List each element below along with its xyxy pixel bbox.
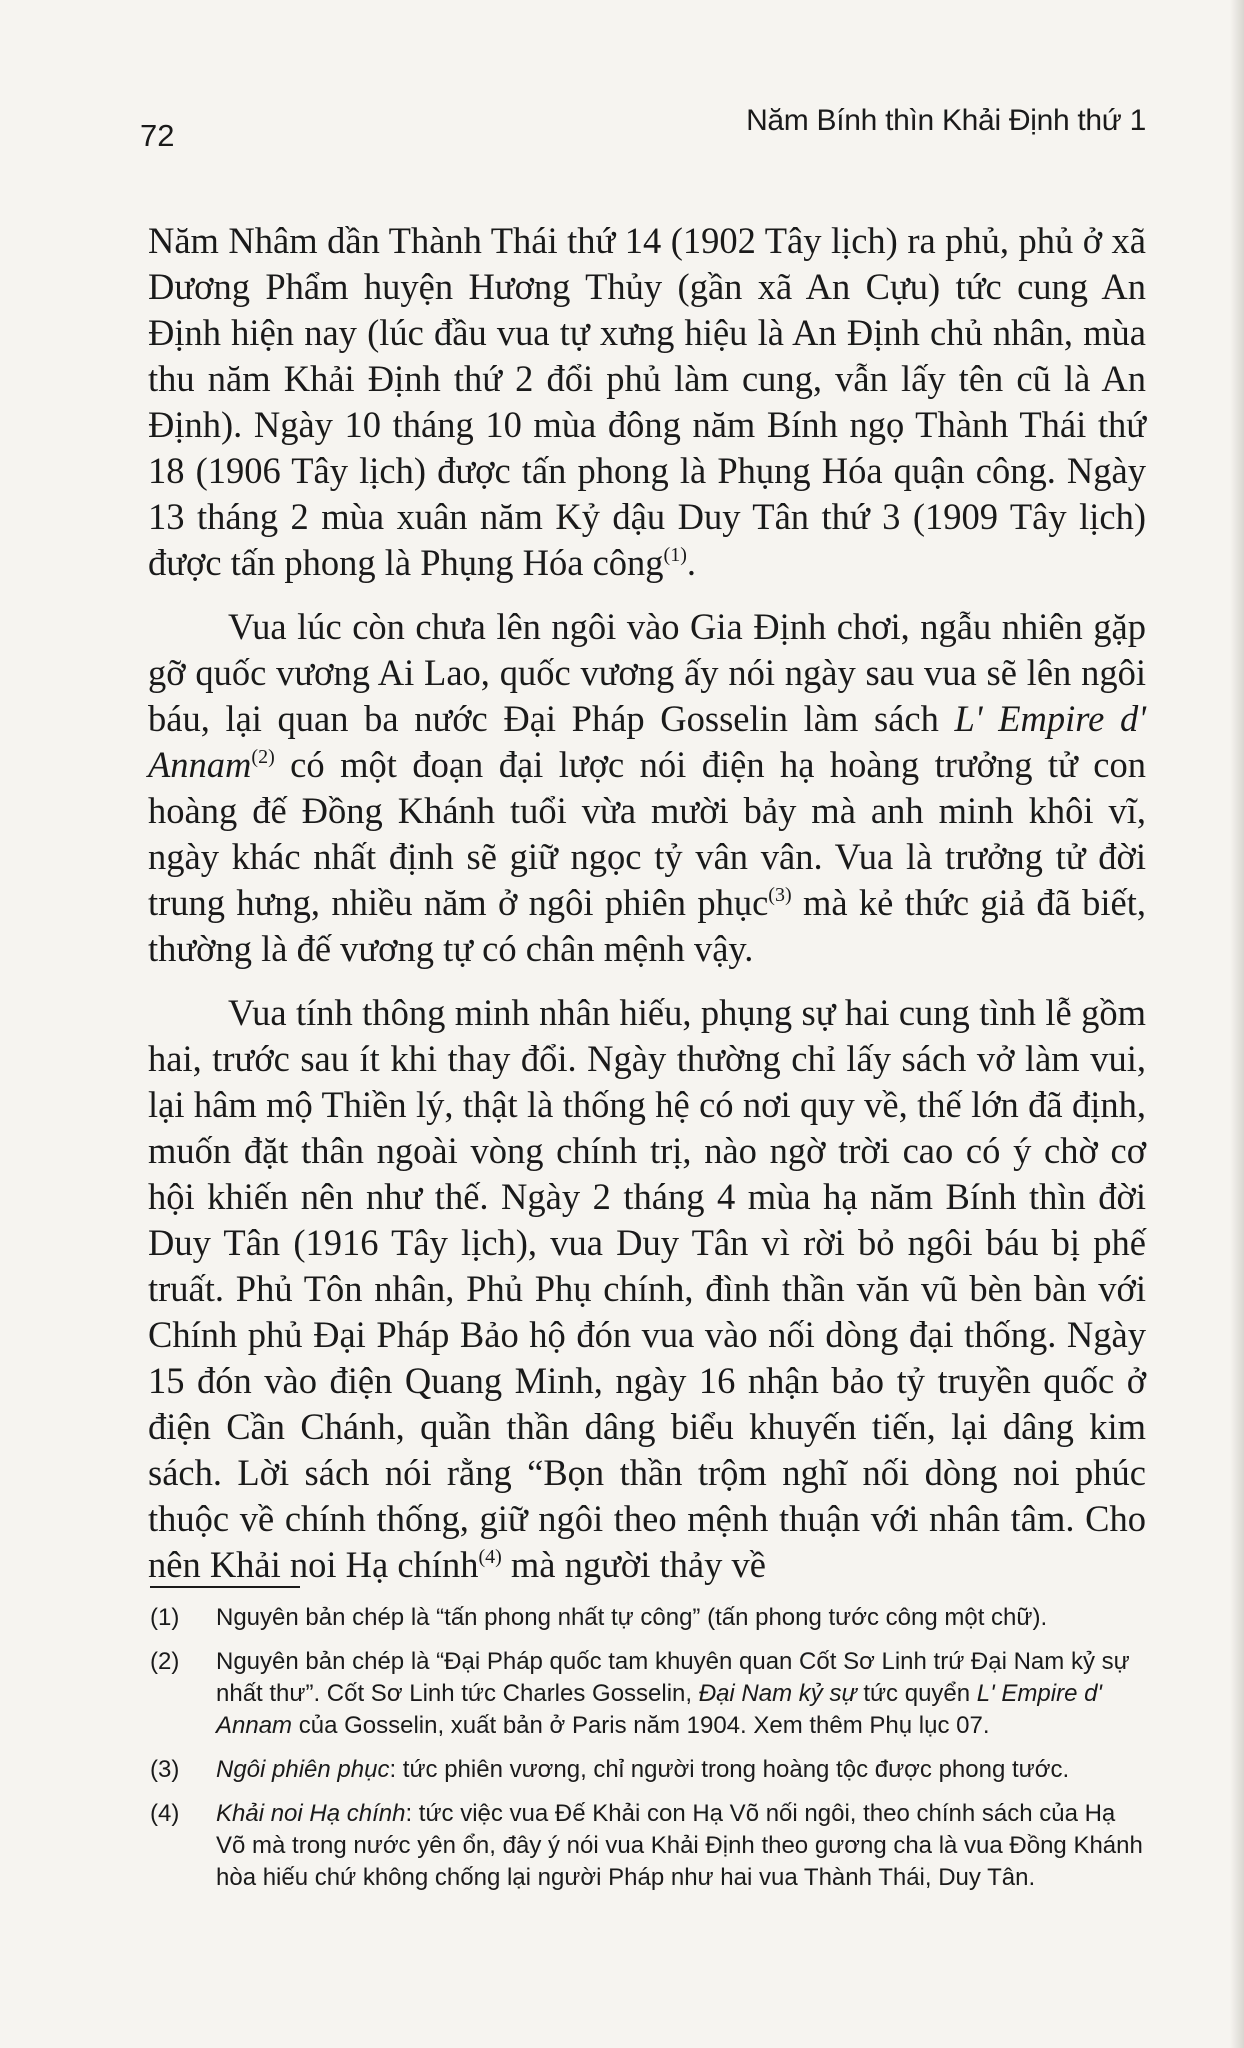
paragraph-1 <box>148 218 1146 586</box>
footnote-ref-1: (1) <box>663 544 687 566</box>
paragraph-1-text: Năm Nhâm dần Thành Thái thứ 14 (1902 Tây lịch) ra phủ, phủ ở xã Dương Phẩm huyện Hương Thủy (gần xã An Cựu) tức cung An Định hiện nay (lúc đầu vua tự xưng hiệu là An Định chủ nhân, mùa thu năm Khải Định thứ 2 đổi phủ làm cung, vẫn lấy tên cũ là An Định). Ngày 10 tháng 10 mùa đông năm Bính ngọ Thành Thái thứ 18 (1906 Tây lịch) được tấn phong là Phụng Hóa quận công. Ngày 13 tháng 2 mùa xuân năm Kỷ dậu Duy Tân thứ 3 (1909 Tây lịch) được tấn phong là Phụng Hóa công <box>148 220 1146 583</box>
footnote-text: Nguyên bản chép là “tấn phong nhất tự công” (tấn phong tước công một chữ). <box>216 1604 1048 1631</box>
footnote-3 <box>150 1754 1146 1786</box>
footnote-2-italic-2: L' Empire d' Annam <box>216 1680 1103 1739</box>
footnote-4-definition: : tức việc vua Đế Khải con Hạ Võ nối ngôi, theo chính sách của Hạ Võ mà trong nước yên ổn, đây ý nói vua Khải Định theo gương cha là vua Đồng Khánh hòa hiếu chứ không chống lại người Pháp như hai vua Thành Thái, Duy Tân. <box>216 1800 1143 1891</box>
footnote-text <box>216 1754 1146 1786</box>
footnote-ref-3: (3) <box>768 884 792 906</box>
footnote-mark: (4) <box>150 1800 180 1827</box>
footnote-2-italic-1: Đại Nam kỷ sự <box>698 1680 857 1707</box>
book-title-italic: L' Empire d' Annam <box>148 698 1146 785</box>
page-edge-shadow <box>1230 0 1244 2048</box>
footnote-mark: (3) <box>150 1756 180 1783</box>
paragraph-3-text-b: mà người thảy về <box>501 1544 766 1585</box>
footnote-3-definition: : tức phiên vương, chỉ người trong hoàng tộc được phong tước. <box>389 1756 1070 1783</box>
paragraph-3-text-a: Vua tính thông minh nhân hiếu, phụng sự hai cung tình lễ gồm hai, trước sau ít khi thay đổi. Ngày thường chỉ lấy sách vở làm vui, lại hâm mộ Thiền lý, thật là thống hệ có nơi quy về, thế lớn đã định, muốn đặt thân ngoài vòng chính trị, nào ngờ trời cao có ý chờ cơ hội khiến nên như thế. Ngày 2 tháng 4 mùa hạ năm Bính thìn đời Duy Tân (1916 Tây lịch), vua Duy Tân vì rời bỏ ngôi báu bị phế truất. Phủ Tôn nhân, Phủ Phụ chính, đình thần văn vũ bèn bàn với Chính phủ Đại Pháp Bảo hộ đón vua vào nối dòng đại thống. Ngày 15 đón vào điện Quang Minh, ngày 16 nhận bảo tỷ truyền quốc ở điện Cần Chánh, quần thần dâng biểu khuyến tiến, lại dâng kim sách. Lời sách nói rằng “Bọn thần trộm nghĩ nối dòng noi phúc thuộc về chính thống, giữ ngôi theo mệnh thuận với nhân tâm. Cho nên Khải noi Hạ chính <box>148 992 1146 1585</box>
footnote-mark: (2) <box>150 1648 180 1675</box>
footnote-ref-4: (4) <box>478 1546 502 1568</box>
paragraph-2-text-a: Vua lúc còn chưa lên ngôi vào Gia Định chơi, ngẫu nhiên gặp gỡ quốc vương Ai Lao, quốc vương ấy nói ngày sau vua sẽ lên ngôi báu, lại quan ba nước Đại Pháp Gosselin làm sách <box>148 606 1146 739</box>
paragraph-3 <box>148 990 1146 1588</box>
footnote-mark: (1) <box>150 1604 180 1631</box>
paragraph-2-text-b: có một đoạn đại lược nói điện hạ hoàng trưởng tử con hoàng đế Đồng Khánh tuổi vừa mười bảy mà anh minh khôi vĩ, ngày khác nhất định sẽ giữ ngọc tỷ vân vân. Vua là trưởng tử đời trung hưng, nhiều năm ở ngôi phiên phục <box>148 744 1146 923</box>
footnote-4 <box>150 1798 1146 1894</box>
footnote-2-part-a: Nguyên bản chép là “Đại Pháp quốc tam khuyên quan Cốt Sơ Linh trứ Đại Nam kỷ sự nhất thư”. Cốt Sơ Linh tức Charles Gosselin, <box>216 1648 1130 1707</box>
footnote-ref-2: (2) <box>251 746 275 768</box>
footnote-2-part-b: tức quyển <box>856 1680 977 1707</box>
footnote-1 <box>150 1602 1146 1634</box>
footnote-3-term: Ngôi phiên phục <box>216 1756 390 1783</box>
footnote-2 <box>150 1646 1146 1742</box>
footnote-text <box>216 1646 1146 1742</box>
page-number: 72 <box>140 118 175 153</box>
footnote-separator <box>150 1586 300 1588</box>
footnote-4-term: Khải noi Hạ chính <box>216 1800 406 1827</box>
footnote-text <box>216 1798 1146 1894</box>
running-head: Năm Bính thìn Khải Định thứ 1 <box>746 104 1146 137</box>
footnotes <box>150 1602 1146 1906</box>
paragraph-2 <box>148 604 1146 972</box>
main-text <box>148 218 1146 1606</box>
paragraph-1-end: . <box>686 542 696 583</box>
paragraph-2-text-c: mà kẻ thức giả đã biết, thường là đế vương tự có chân mệnh vậy. <box>148 882 1146 969</box>
footnote-2-part-c: của Gosselin, xuất bản ở Paris năm 1904. Xem thêm Phụ lục 07. <box>292 1712 990 1739</box>
